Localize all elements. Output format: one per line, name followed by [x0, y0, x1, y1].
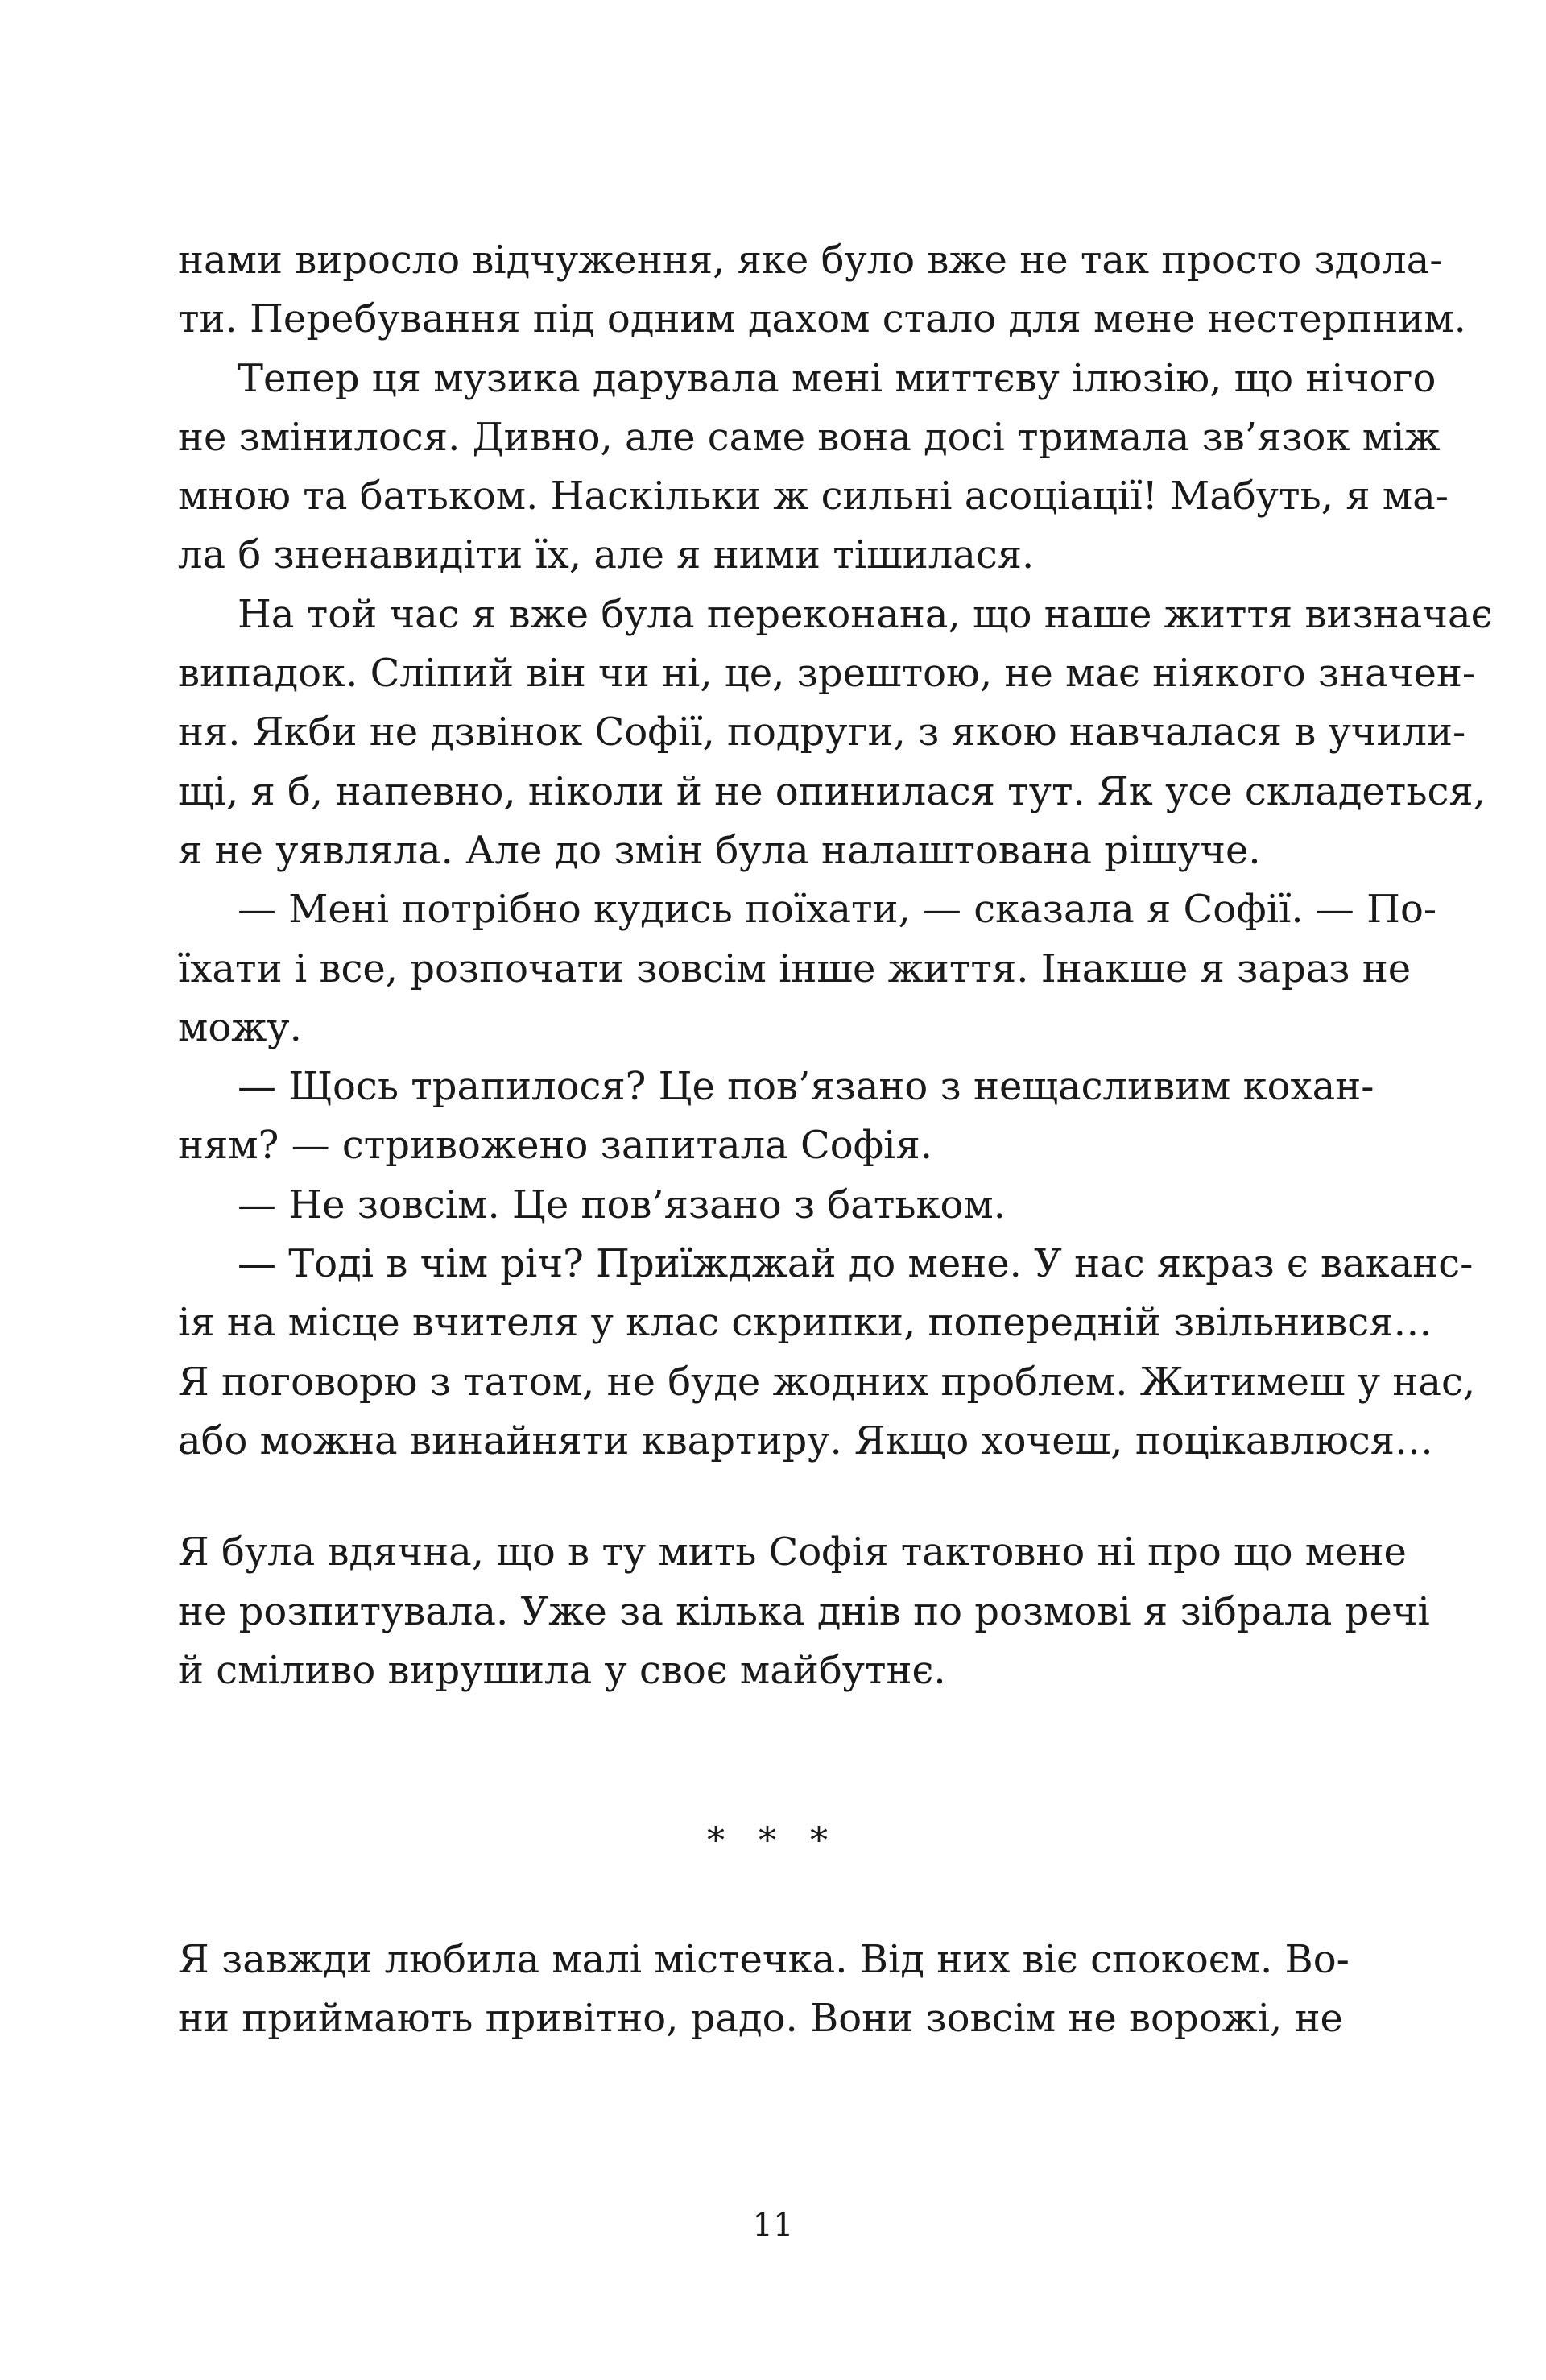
text-line: Тепер ця музика дарувала мені миттєву ілюзію, що нічого — [238, 355, 1436, 401]
text-line: — Мені потрібно кудись поїхати, — сказала я Софії. — По- — [238, 887, 1437, 933]
text-line: Я була вдячна, що в ту мить Софія тактовно ні про що мене — [178, 1529, 1407, 1575]
text-line: На той час я вже була переконана, що наше життя визначає — [238, 591, 1493, 637]
text-line: — Не зовсім. Це пов’язано з батьком. — [238, 1182, 1007, 1227]
text-line: Я поговорю з татом, не буде жодних проблем. Житимеш у нас, — [178, 1359, 1476, 1405]
body-text-after-separator — [178, 1931, 1350, 2049]
text-line: ія на місце вчителя у клас скрипки, попередній звільнився… — [178, 1300, 1432, 1346]
text-line: я не уявляла. Але до змін була налаштована рішуче. — [178, 827, 1261, 873]
text-line: щі, я б, напевно, ніколи й не опинилася тут. Як усе складеться, — [178, 768, 1486, 814]
text-line: Я завжди любила малі містечка. Від них віє спокоєм. Во- — [178, 1937, 1350, 1982]
page-number: 11 — [752, 2207, 794, 2244]
text-line: або можна винайняти квартиру. Якщо хочеш, поцікавлюся… — [178, 1418, 1434, 1463]
text-line: ла б зненавидіти їх, але я ними тішилася. — [178, 532, 1035, 578]
text-line: нами виросло відчуження, яке було вже не так просто здола- — [178, 238, 1443, 283]
text-line: ням? — стривожено запитала Софія. — [178, 1123, 933, 1169]
text-line: ня. Якби не дзвінок Софії, подруги, з якою навчалася в учили- — [178, 710, 1466, 755]
body-text-before-separator — [178, 231, 1493, 1700]
text-line: можу. — [178, 1004, 302, 1050]
text-line: ни приймають привітно, радо. Вони зовсім не ворожі, не — [178, 1996, 1343, 2042]
text-line: їхати і все, розпочати зовсім інше життя. Інакше я зараз не — [178, 946, 1412, 991]
text-line: мною та батьком. Наскільки ж сильні асоціації! Мабуть, я ма- — [178, 474, 1449, 519]
section-separator: * * * — [707, 1820, 839, 1861]
text-line: випадок. Сліпий він чи ні, це, зрештою, не має ніякого значен- — [178, 651, 1476, 697]
text-line: й сміливо вирушила у своє майбутнє. — [178, 1647, 946, 1693]
text-line: ти. Перебування під одним дахом стало для мене нестерпним. — [178, 296, 1466, 342]
text-line: — Тоді в чім річ? Приїжджай до мене. У нас якраз є ваканс- — [238, 1241, 1474, 1287]
text-line: не змінилося. Дивно, але саме вона досі тримала зв’язок між — [178, 414, 1441, 460]
text-line: не розпитувала. Уже за кілька днів по розмові я зібрала речі — [178, 1588, 1430, 1634]
text-line: — Щось трапилося? Це пов’язано з нещасливим кохан- — [238, 1064, 1374, 1110]
section-gap — [178, 1471, 1337, 1523]
